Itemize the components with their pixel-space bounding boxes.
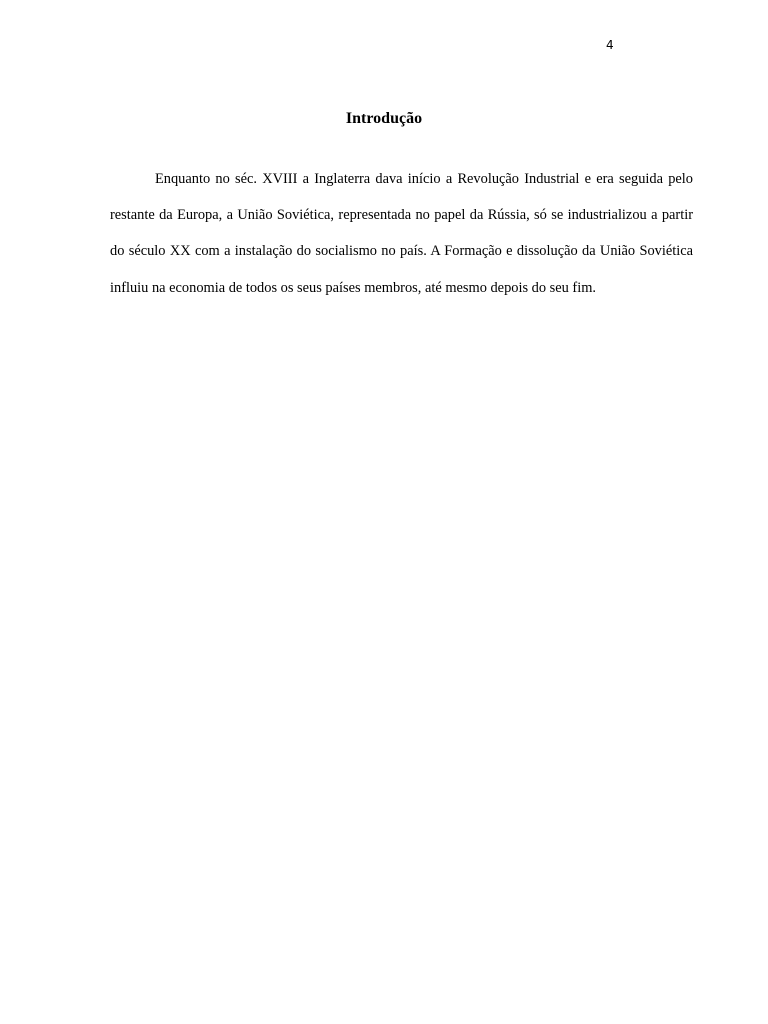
section-title: Introdução	[345, 110, 423, 127]
body-paragraph: Enquanto no séc. XVIII a Inglaterra dava início a Revolução Industrial e era seguida pelo restante da Europa, a União Soviética, representada no papel da Rússia, só se industrializou a partir do século XX com a instalação do socialismo no país. A Formação e dissolução da União Soviética influiu na economia de todos os seus países membros, até mesmo depois do seu fim.	[110, 171, 693, 296]
page-number: 4	[606, 38, 614, 52]
